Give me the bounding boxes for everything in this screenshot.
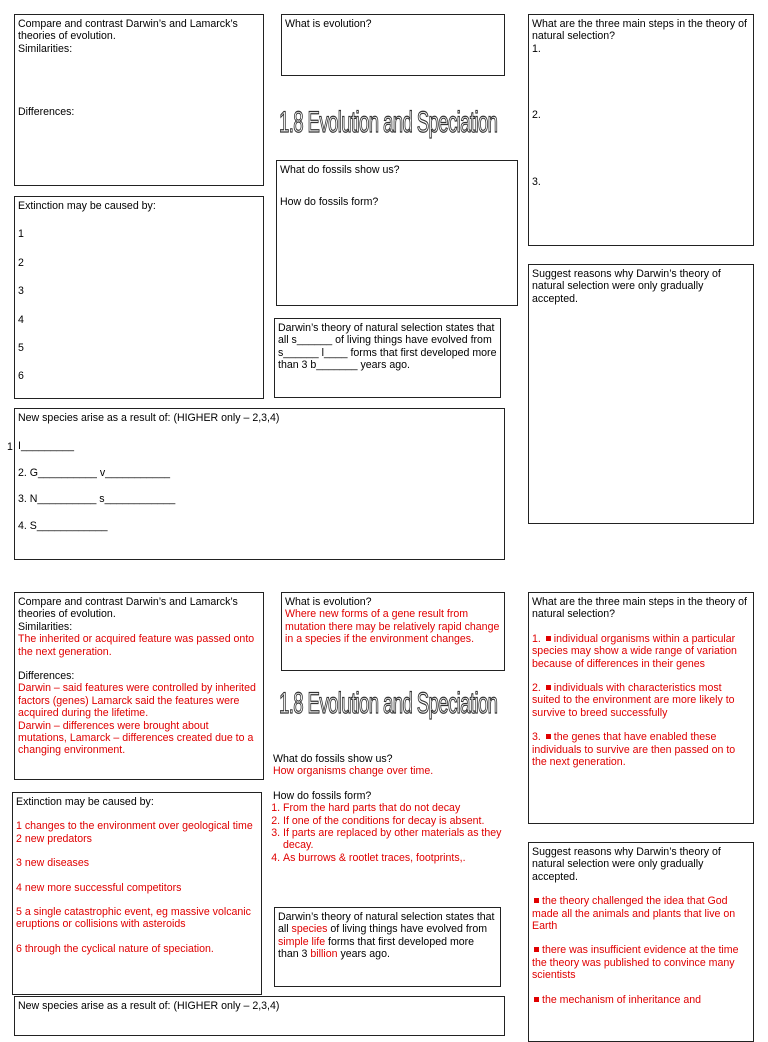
- species-heading: New species arise as a result of: (HIGHER only – 2,3,4): [18, 412, 280, 424]
- fossil-formation-list: [273, 802, 517, 864]
- step-3-answer: 3. the genes that have enabled these individuals to survive are then passed on to the next generation.: [532, 731, 736, 769]
- extinction-item: 2 new predators: [16, 832, 92, 845]
- suggest-question: Suggest reasons why Darwin’s theory of natural selection were only gradually accepted.: [532, 846, 721, 883]
- extinction-item: 4: [18, 313, 24, 326]
- page-title: 1.8 Evolution and Speciation: [279, 106, 498, 139]
- extinction-item: 1: [18, 228, 24, 241]
- extinction-answer-box: [12, 792, 262, 995]
- extinction-box: [14, 196, 264, 399]
- suggest-reason: the theory challenged the idea that God made all the animals and plants that live on Earth: [532, 895, 736, 933]
- similarities-answer: The inherited or acquired feature was passed onto the next generation.: [18, 633, 255, 658]
- differences-answer-2: Darwin – differences were brought about mutations, Lamarck – differences created due to a changing environment.: [18, 719, 254, 757]
- extinction-item: 6: [18, 370, 24, 383]
- page-title: 1.8 Evolution and Speciation: [279, 687, 498, 720]
- species-box: [14, 408, 505, 560]
- evolution-question: What is evolution?: [285, 596, 372, 608]
- answer-simple-life: simple life: [278, 935, 326, 948]
- evolution-question: What is evolution?: [285, 18, 372, 30]
- bullet-icon: [534, 997, 539, 1002]
- evolution-answer: Where new forms of a gene result from mutation there may be relatively rapid change in a species if the environment changes.: [285, 608, 500, 646]
- steps-question: What are the three main steps in the theory of natural selection?: [532, 596, 747, 621]
- darwin-theory-text: Darwin’s theory of natural selection states that all s______ of living things have evolved from s______ l____ forms that first developed more than 3 b_______ years ago.: [278, 322, 497, 372]
- compare-heading: Compare and contrast Darwin’s and Lamarck’s theories of evolution.: [18, 18, 238, 43]
- fossils-answer-box: [270, 750, 520, 884]
- extinction-heading: Extinction may be caused by:: [18, 200, 156, 212]
- compare-answer-box: [14, 592, 264, 780]
- steps-answer-box: [528, 592, 754, 824]
- fossils-question-1: What do fossils show us?: [273, 753, 393, 765]
- differences-answer-1: Darwin – said features were controlled by inherited factors (genes) Lamarck said the features were acquired during the lifetime.: [18, 682, 256, 720]
- fossil-formation-item: 4. As burrows & rootlet traces, footprints,.: [283, 852, 517, 864]
- similarities-label: Similarities:: [18, 42, 73, 55]
- bullet-icon: [546, 685, 551, 690]
- suggest-box: [528, 264, 754, 524]
- extinction-item: 2: [18, 256, 24, 269]
- extinction-item: 3: [18, 285, 24, 298]
- side-number: 1: [7, 441, 13, 453]
- fossils-question-1: What do fossils show us?: [280, 164, 400, 176]
- extinction-item: 1 changes to the environment over geological time: [16, 820, 253, 833]
- fossil-formation-item: 2. If one of the conditions for decay is absent.: [283, 815, 517, 827]
- extinction-item: 3 new diseases: [16, 857, 90, 870]
- steps-question: What are the three main steps in the theory of natural selection?: [532, 18, 747, 43]
- fossils-question-2: How do fossils form?: [273, 789, 372, 802]
- answer-species: species: [291, 923, 328, 936]
- step-2: 2.: [532, 109, 541, 122]
- bullet-icon: [534, 947, 539, 952]
- fossil-formation-item: 1. From the hard parts that do not decay: [283, 802, 517, 814]
- fossil-formation-item: 3. If parts are replaced by other materials as they decay.: [283, 827, 517, 852]
- evolution-answer-box: [281, 592, 505, 671]
- steps-box: [528, 14, 754, 246]
- step-3: 3.: [532, 175, 541, 188]
- suggest-reason: the mechanism of inheritance and: [532, 994, 750, 1006]
- step-2-answer: 2. individuals with characteristics most suited to the environment are more likely to survive to breed successfully: [532, 682, 735, 719]
- extinction-item: 5: [18, 342, 24, 355]
- extinction-heading: Extinction may be caused by:: [16, 796, 154, 808]
- species-item: I_________: [18, 440, 74, 453]
- extinction-item: 6 through the cyclical nature of speciation.: [16, 942, 214, 955]
- species-heading: New species arise as a result of: (HIGHER only – 2,3,4): [18, 1000, 280, 1012]
- darwin-theory-answer-box: [274, 907, 501, 987]
- suggest-reason: there was insufficient evidence at the time the theory was published to convince many scientists: [532, 944, 739, 982]
- bullet-icon: [546, 636, 551, 641]
- differences-label: Differences:: [18, 670, 75, 683]
- compare-heading: Compare and contrast Darwin’s and Lamarck’s theories of evolution.: [18, 596, 238, 621]
- darwin-theory-box: [274, 318, 501, 398]
- compare-box: [14, 14, 264, 186]
- step-1: 1.: [532, 42, 541, 55]
- extinction-item: 4 new more successful competitors: [16, 881, 182, 894]
- fossils-box: [276, 160, 518, 306]
- extinction-item: 5 a single catastrophic event, eg massive volcanic eruptions or collisions with asteroids: [16, 906, 251, 931]
- answer-billion: billion: [310, 948, 338, 961]
- species-item: 4. S____________: [18, 519, 108, 532]
- evolution-box: [281, 14, 505, 76]
- fossils-answer-1: How organisms change over time.: [273, 765, 434, 778]
- step-1-answer: 1. individual organisms within a particular species may show a wide range of variation because of differences in their genes: [532, 632, 737, 670]
- bullet-icon: [534, 898, 539, 903]
- fossils-question-2: How do fossils form?: [280, 196, 379, 209]
- darwin-theory-answer: Darwin’s theory of natural selection states that all species of living things have evolved from simple life forms that first developed more than 3 billion years ago.: [278, 911, 495, 961]
- suggest-answer-box: [528, 842, 754, 1042]
- differences-label: Differences:: [18, 106, 75, 119]
- suggest-question: Suggest reasons why Darwin’s theory of natural selection were only gradually accepted.: [532, 268, 721, 305]
- species-answer-box: [14, 996, 505, 1036]
- bullet-icon: [546, 734, 551, 739]
- similarities-label: Similarities:: [18, 620, 73, 633]
- species-item: 3. N__________ s____________: [18, 493, 176, 506]
- species-item: 2. G__________ v___________: [18, 466, 170, 479]
